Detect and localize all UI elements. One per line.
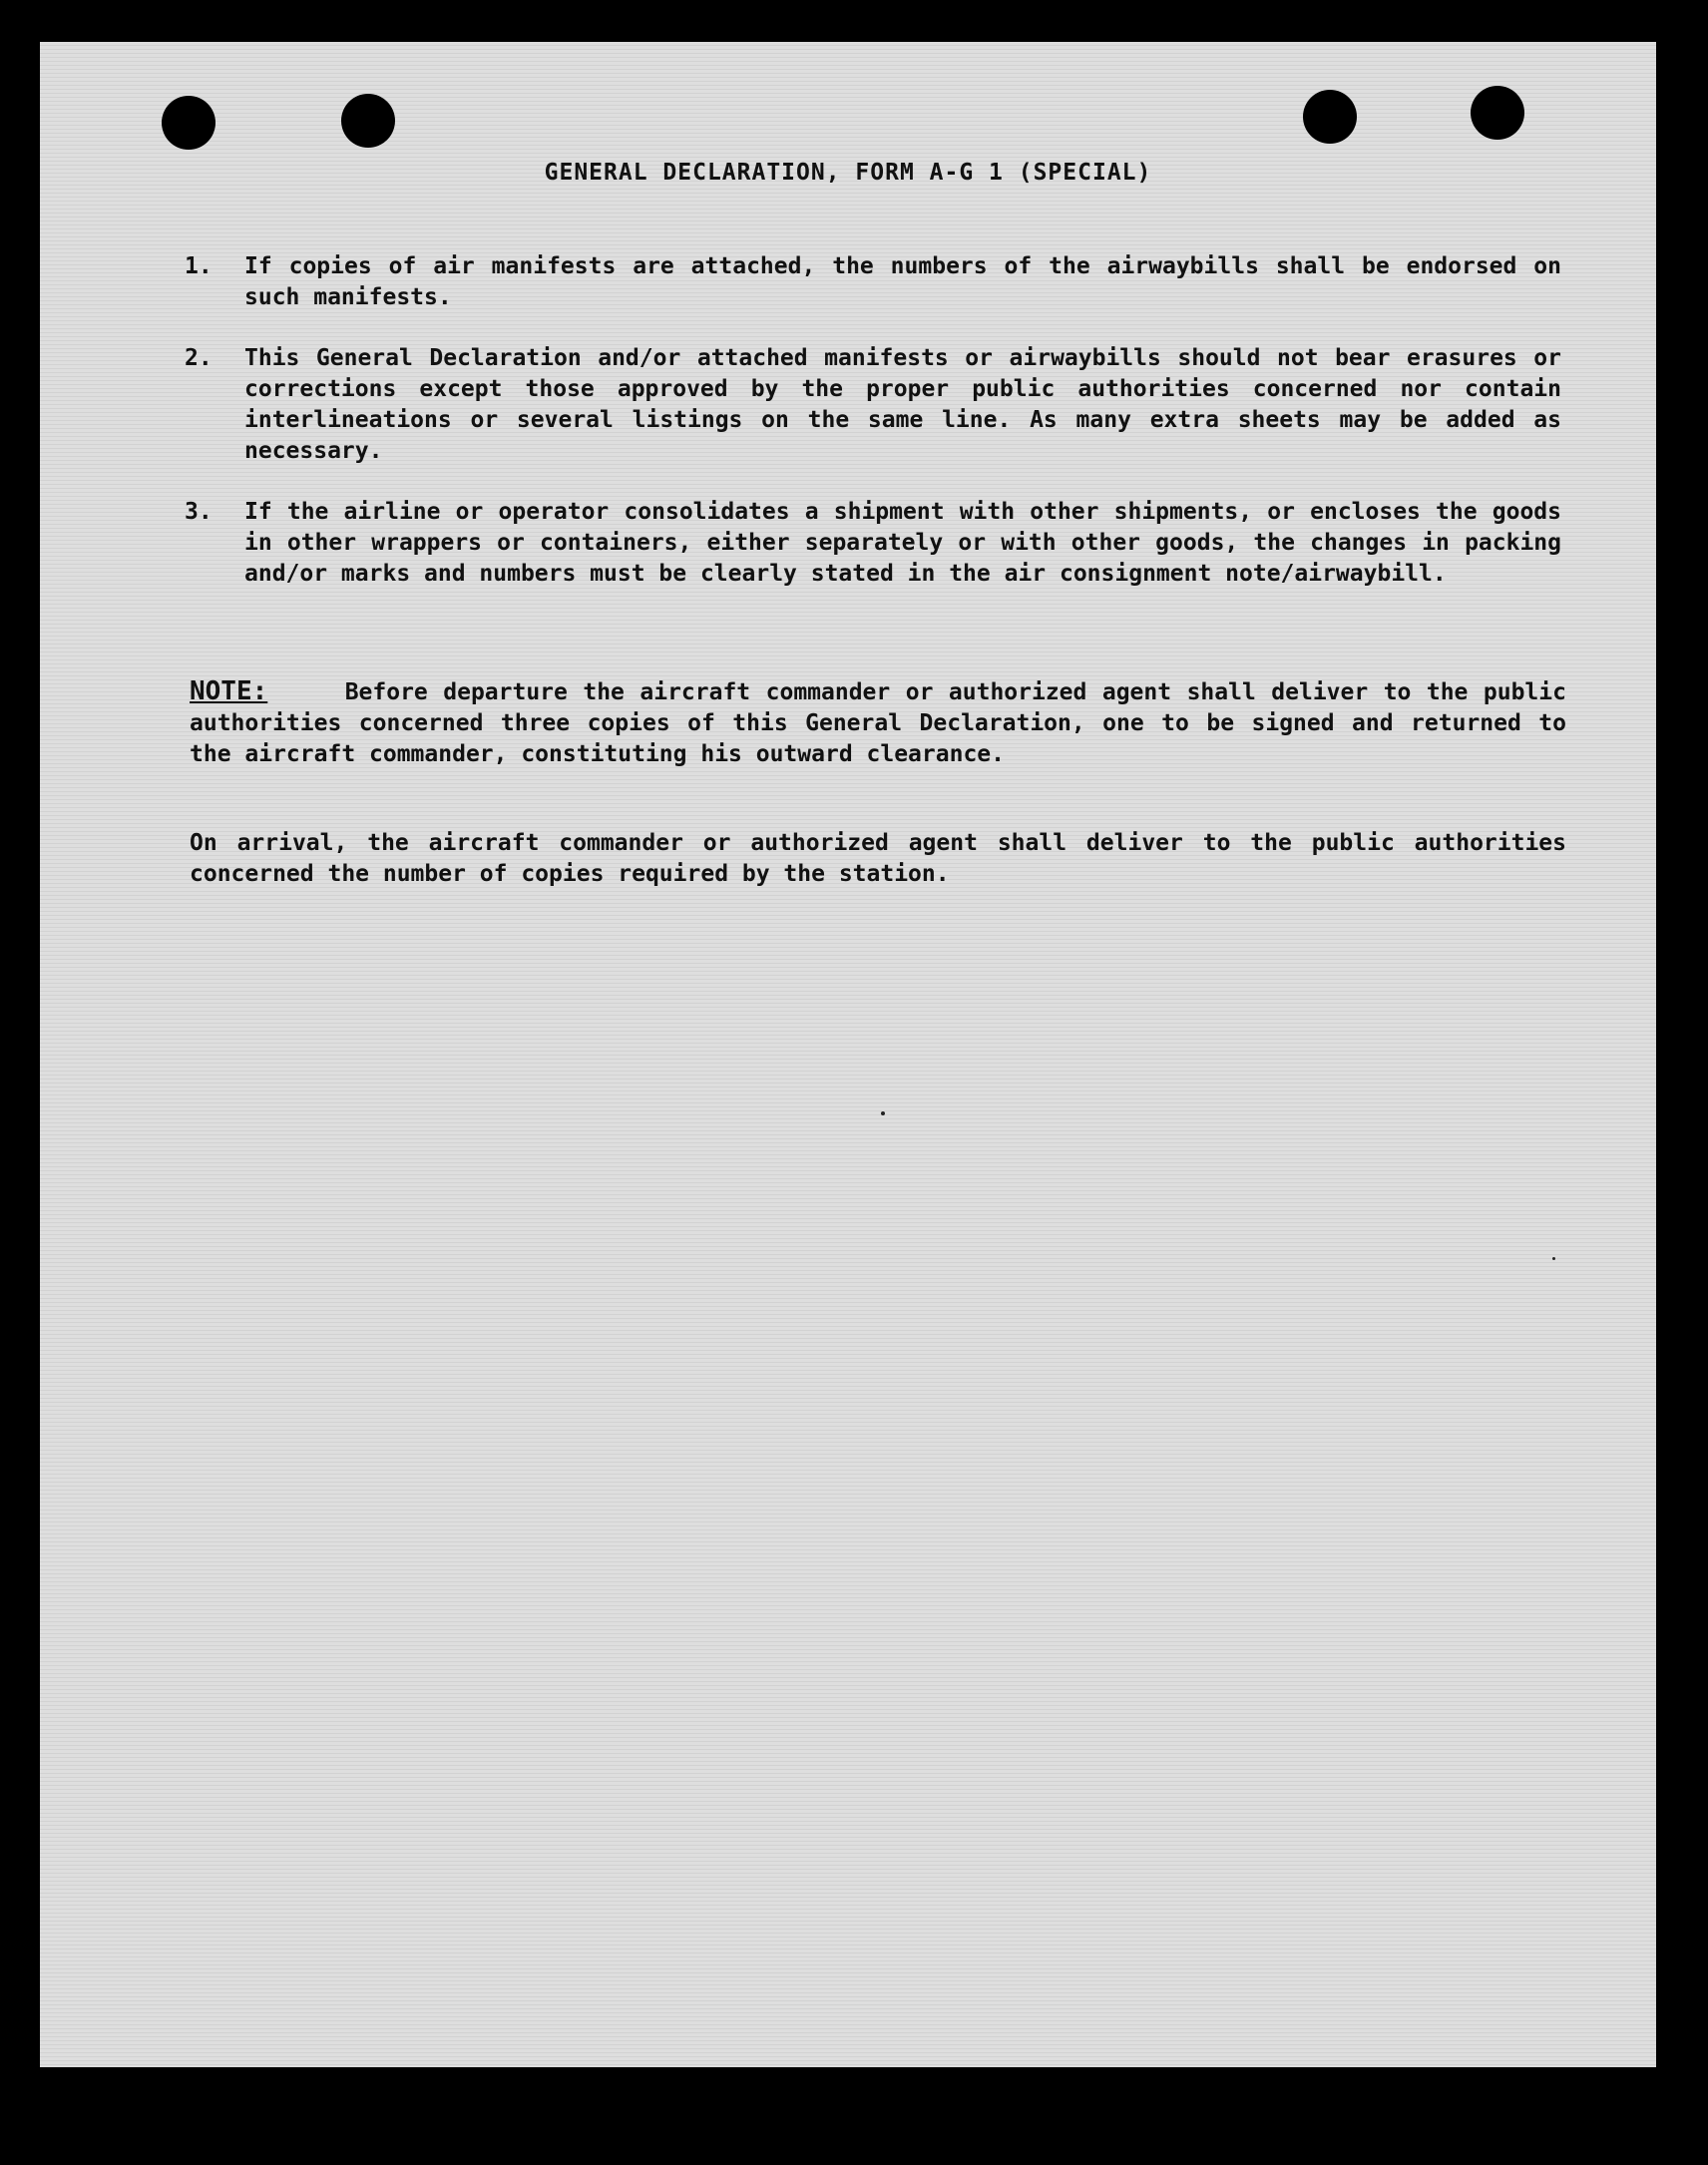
note-paragraph	[190, 676, 1566, 770]
instruction-item	[185, 497, 1561, 590]
declaration-document	[40, 42, 1656, 2067]
instruction-item	[185, 251, 1561, 313]
item-text: This General Declaration and/or attached manifests or airwaybills should not bear erasures or corrections except those approved by the proper public authorities concerned nor contain interlineations or several listings on the same line. As many extra sheets may be added as necessary.	[244, 345, 1561, 464]
instruction-item	[185, 343, 1561, 467]
item-text: If copies of air manifests are attached, the numbers of the airwaybills shall be endorsed on such manifests.	[244, 253, 1561, 310]
note-label: NOTE:	[190, 676, 268, 706]
note-text: Before departure the aircraft commander or authorized agent shall deliver to the public authorities concerned three copies of this General Declaration, one to be signed and returned to the aircraft commander, constituting his outward clearance.	[190, 679, 1566, 767]
note-spacer	[283, 679, 329, 705]
arrival-paragraph	[190, 828, 1566, 890]
document-page	[40, 42, 1656, 2067]
page-title: GENERAL DECLARATION, FORM A-G 1 (SPECIAL)	[544, 160, 1152, 186]
item-text: If the airline or operator consolidates a shipment with other shipments, or encloses the goods in other wrappers or containers, either separately or with other goods, the changes in packing and/or marks and numbers must be clearly stated in the air consignment note/airwaybill.	[244, 499, 1561, 587]
item-number: 2.	[185, 345, 213, 371]
item-number: 3.	[185, 499, 213, 525]
arrival-text: On arrival, the aircraft commander or authorized agent shall deliver to the public authorities concerned the number of copies required by the station.	[190, 830, 1566, 887]
item-number: 1.	[185, 253, 213, 279]
